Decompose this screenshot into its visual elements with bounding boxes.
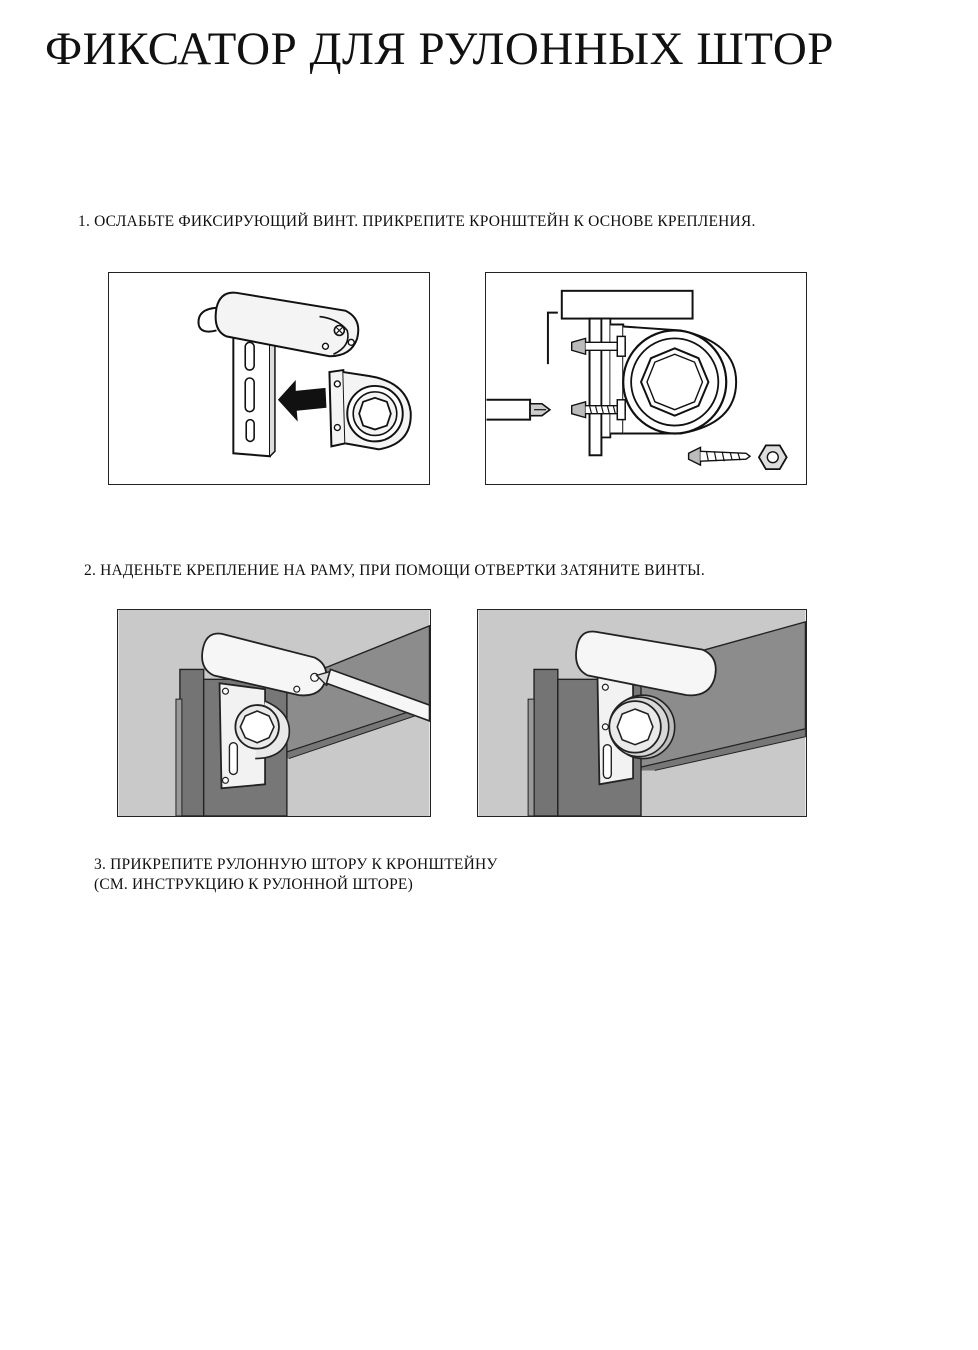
illustration-screw-section bbox=[485, 272, 807, 485]
frame-mounted-drawing bbox=[478, 610, 806, 816]
step-1-text: 1. ОСЛАБЬТЕ ФИКСИРУЮЩИЙ ВИНТ. ПРИКРЕПИТЕ КРОНШТЕЙН К ОСНОВЕ КРЕПЛЕНИЯ. bbox=[78, 213, 756, 230]
frame-screwdriver-drawing bbox=[118, 610, 430, 816]
illustration-frame-screwdriver bbox=[117, 609, 431, 817]
bracket-mount-drawing bbox=[109, 273, 429, 484]
step-3-text bbox=[94, 855, 498, 895]
page-title: ФИКСАТОР ДЛЯ РУЛОННЫХ ШТОР bbox=[45, 23, 834, 75]
step-3-line-1: 3. ПРИКРЕПИТЕ РУЛОННУЮ ШТОРУ К КРОНШТЕЙНУ bbox=[94, 856, 498, 873]
step-3-line-2: (СМ. ИНСТРУКЦИЮ К РУЛОННОЙ ШТОРЕ) bbox=[94, 876, 413, 893]
illustration-frame-mounted bbox=[477, 609, 807, 817]
step-2-text: 2. НАДЕНЬТЕ КРЕПЛЕНИЕ НА РАМУ, ПРИ ПОМОЩИ ОТВЕРТКИ ЗАТЯНИТЕ ВИНТЫ. bbox=[84, 562, 705, 579]
section-drawing bbox=[486, 273, 806, 484]
illustration-attach-bracket bbox=[108, 272, 430, 485]
